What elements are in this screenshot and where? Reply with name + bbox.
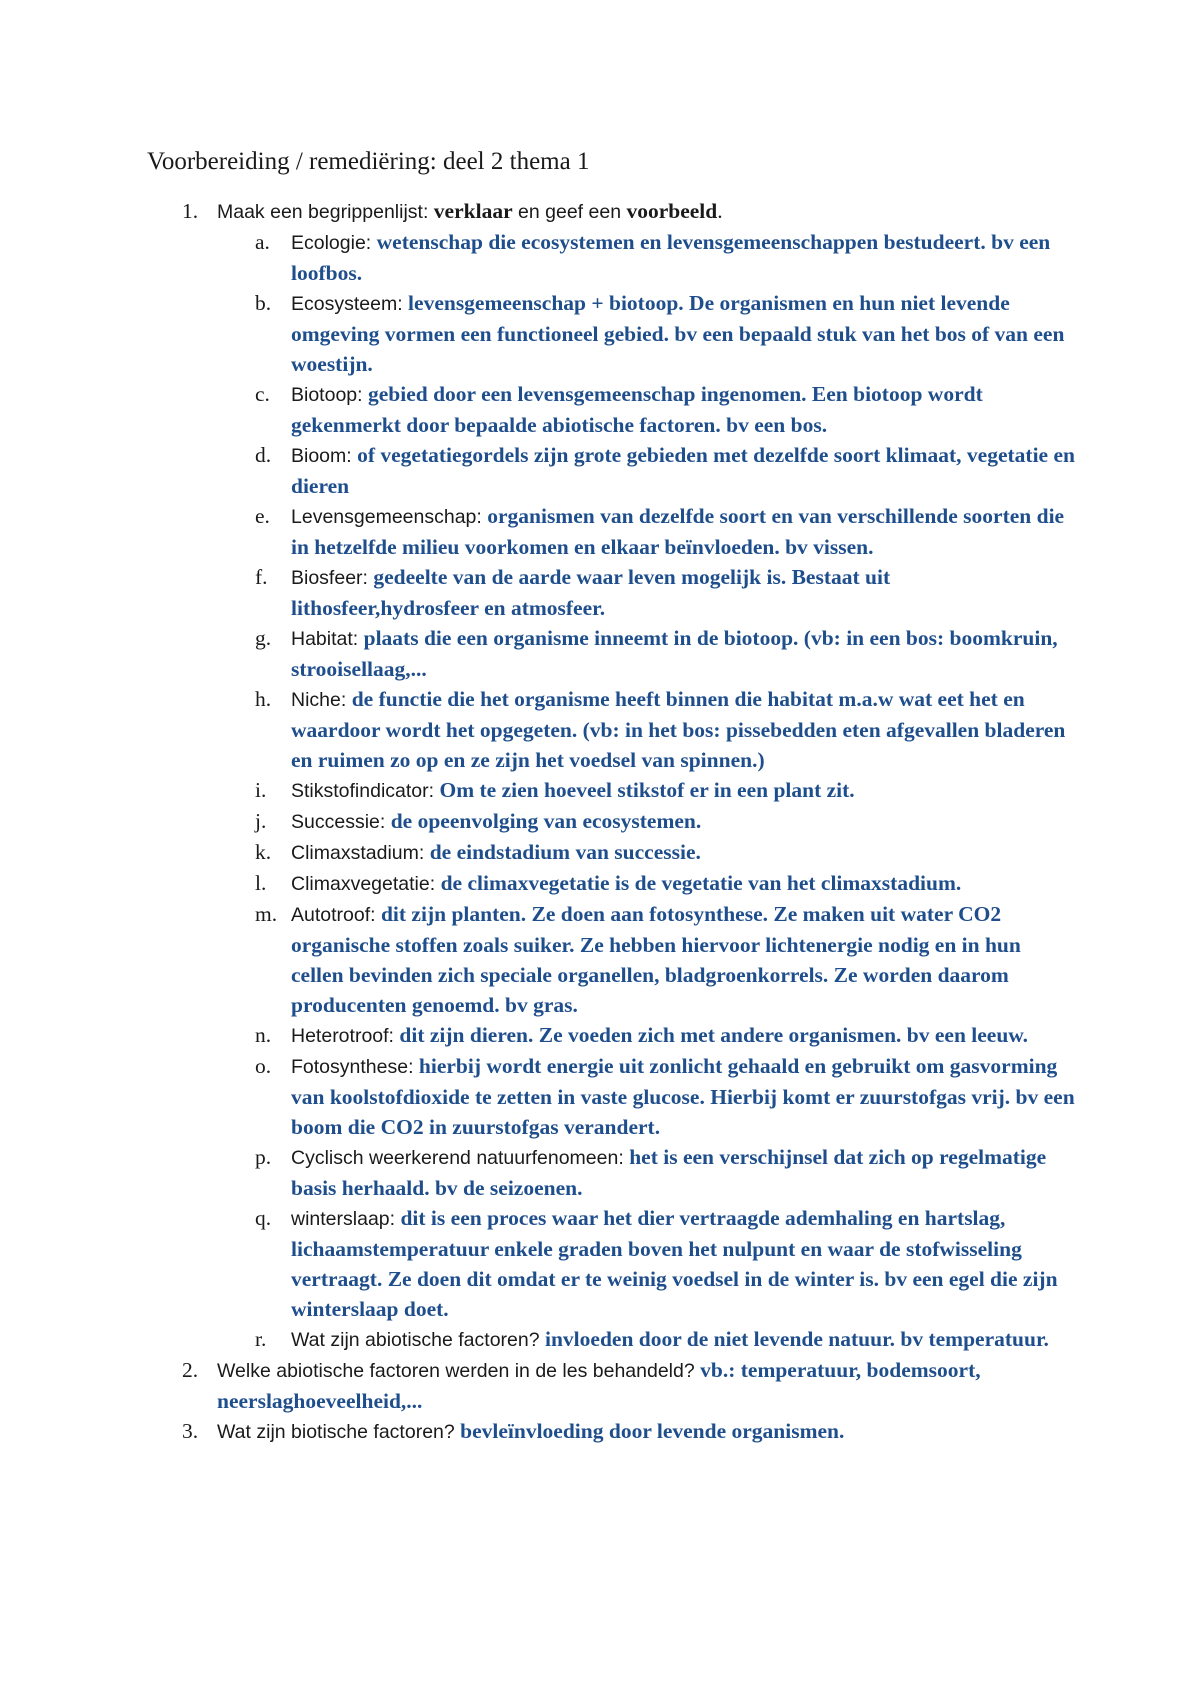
question-answer: vb.: temperatuur, bodemsoort, neerslaghoeveelheid,... <box>217 1358 981 1413</box>
item-letter: l. <box>255 871 267 895</box>
item-letter: k. <box>255 840 272 864</box>
definition-item <box>147 1051 1077 1142</box>
question-text: Welke abiotische factoren werden in de les behandeld? <box>217 1360 701 1382</box>
definition-item <box>147 837 1077 868</box>
question-number: 1. <box>182 199 199 223</box>
item-answer: de functie die het organisme heeft binnen die habitat m.a.w wat eet het en waardoor wordt het opgegeten. (vb: in het bos: pissebedden eten afgevallen bladeren en ruimen zo op en ze zijn het voedsel van spinnen.) <box>291 687 1066 772</box>
item-term: Levensgemeenschap: <box>291 506 488 528</box>
item-term: Stikstofindicator: <box>291 780 440 802</box>
question-list <box>147 196 1077 1447</box>
item-term: Heterotroof: <box>291 1025 400 1047</box>
item-letter: i. <box>255 778 267 802</box>
definition-item <box>147 775 1077 806</box>
item-answer: of vegetatiegordels zijn grote gebieden met dezelfde soort klimaat, vegetatie en dieren <box>291 443 1075 498</box>
item-answer: invloeden door de niet levende natuur. bv temperatuur. <box>545 1327 1049 1351</box>
item-term: Cyclisch weerkerend natuurfenomeen: <box>291 1147 630 1169</box>
question-number: 3. <box>182 1419 199 1443</box>
item-letter: a. <box>255 230 270 254</box>
definition-item <box>147 227 1077 288</box>
definition-item <box>147 501 1077 562</box>
item-letter: r. <box>255 1327 267 1351</box>
page-title: Voorbereiding / remediëring: deel 2 thema 1 <box>147 148 590 175</box>
item-answer: gebied door een levensgemeenschap ingenomen. Een biotoop wordt gekenmerkt door bepaalde abiotische factoren. bv een bos. <box>291 382 983 437</box>
item-answer: wetenschap die ecosystemen en levensgemeenschappen bestudeert. bv een loofbos. <box>291 230 1051 285</box>
item-term: Wat zijn abiotische factoren? <box>291 1329 545 1351</box>
item-letter: d. <box>255 443 272 467</box>
item-term: Ecologie: <box>291 232 377 254</box>
item-letter: b. <box>255 291 272 315</box>
definition-item <box>147 868 1077 899</box>
question-1 <box>147 196 1077 1355</box>
item-letter: p. <box>255 1145 272 1169</box>
definition-item <box>147 899 1077 1020</box>
definition-item <box>147 379 1077 440</box>
item-answer: hierbij wordt energie uit zonlicht gehaald en gebruikt om gasvorming van koolstofdioxide te zetten in vaste glucose. Hierbij komt er zuurstofgas vrij. bv een boom die CO2 in zuurstofgas verandert. <box>291 1054 1075 1139</box>
item-term: Fotosynthese: <box>291 1056 419 1078</box>
item-letter: g. <box>255 626 272 650</box>
item-answer: gedeelte van de aarde waar leven mogelijk is. Bestaat uit lithosfeer,hydrosfeer en atmosfeer. <box>291 565 891 620</box>
item-letter: c. <box>255 382 270 406</box>
definition-item <box>147 1203 1077 1324</box>
definition-item <box>147 440 1077 501</box>
question-3 <box>147 1416 1077 1447</box>
definition-list <box>217 227 1077 1355</box>
item-letter: f. <box>255 565 268 589</box>
item-term: Ecosysteem: <box>291 293 409 315</box>
definition-item <box>147 1324 1077 1355</box>
item-term: Habitat: <box>291 628 364 650</box>
item-answer: dit is een proces waar het dier vertraagde ademhaling en hartslag, lichaamstemperatuur enkele graden boven het nulpunt en waar de stofwisseling vertraagt. Ze doen dit omdat er te weinig voedsel in de winter is. bv een egel die zijn winterslaap doet. <box>291 1206 1058 1321</box>
question-2 <box>147 1355 1077 1416</box>
item-letter: e. <box>255 504 270 528</box>
question-number: 2. <box>182 1358 199 1382</box>
item-answer: de eindstadium van successie. <box>429 840 701 864</box>
item-term: Climaxvegetatie: <box>291 873 441 895</box>
item-letter: o. <box>255 1054 272 1078</box>
item-answer: de opeenvolging van ecosystemen. <box>390 809 702 833</box>
item-answer: plaats die een organisme inneemt in de biotoop. (vb: in een bos: boomkruin, strooisellaag,... <box>291 626 1058 681</box>
item-term: Successie: <box>291 811 391 833</box>
item-answer: levensgemeenschap + biotoop. De organismen en hun niet levende omgeving vormen een functioneel gebied. bv een bepaald stuk van het bos of van een woestijn. <box>291 291 1065 376</box>
definition-item <box>147 684 1077 775</box>
question-keyword: verklaar <box>433 199 513 223</box>
question-text: Maak een begrippenlijst: <box>217 201 434 223</box>
item-letter: q. <box>255 1206 272 1230</box>
question-text: Wat zijn biotische factoren? <box>217 1421 461 1443</box>
definition-item <box>147 1142 1077 1203</box>
item-term: Autotroof: <box>291 904 381 926</box>
item-answer: dit zijn planten. Ze doen aan fotosynthese. Ze maken uit water CO2 organische stoffen zoals suiker. Ze hebben hiervoor lichtenergie nodig en in hun cellen bevinden zich speciale organellen, bladgroenkorrels. Ze worden daarom producenten genoemd. bv gras. <box>291 902 1021 1017</box>
item-letter: m. <box>255 902 278 926</box>
definition-item <box>147 806 1077 837</box>
item-term: Niche: <box>291 689 352 711</box>
question-text: . <box>717 199 723 223</box>
item-term: winterslaap: <box>291 1208 401 1230</box>
question-keyword: voorbeeld <box>626 199 718 223</box>
item-answer: het is een verschijnsel dat zich op regelmatige basis herhaald. bv de seizoenen. <box>291 1145 1047 1200</box>
definition-item <box>147 623 1077 684</box>
question-text: en geef een <box>512 201 627 223</box>
item-term: Biotoop: <box>291 384 368 406</box>
item-answer: organismen van dezelfde soort en van verschillende soorten die in hetzelfde milieu voorkomen en elkaar beïnvloeden. bv vissen. <box>291 504 1065 559</box>
item-answer: de climaxvegetatie is de vegetatie van het climaxstadium. <box>440 871 962 895</box>
definition-item <box>147 288 1077 379</box>
item-letter: h. <box>255 687 272 711</box>
item-term: Biosfeer: <box>291 567 374 589</box>
question-answer: bevleïnvloeding door levende organismen. <box>460 1419 845 1443</box>
item-letter: j. <box>255 809 267 833</box>
item-answer: dit zijn dieren. Ze voeden zich met andere organismen. bv een leeuw. <box>399 1023 1029 1047</box>
item-term: Climaxstadium: <box>291 842 430 864</box>
item-answer: Om te zien hoeveel stikstof er in een plant zit. <box>439 778 855 802</box>
item-term: Bioom: <box>291 445 358 467</box>
item-letter: n. <box>255 1023 272 1047</box>
definition-item <box>147 1020 1077 1051</box>
definition-item <box>147 562 1077 623</box>
